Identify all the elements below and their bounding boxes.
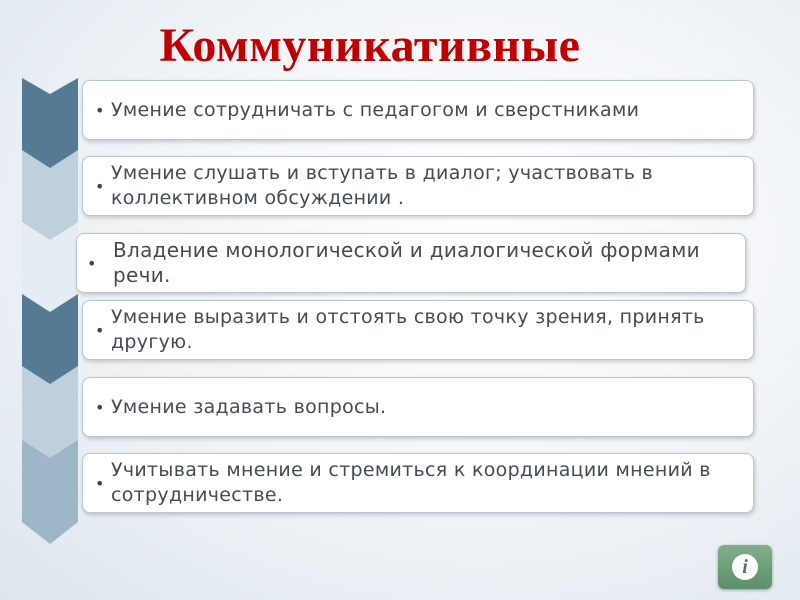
info-button[interactable]	[718, 545, 772, 589]
bullet: •	[95, 397, 105, 417]
info-icon: i	[732, 554, 758, 580]
slide-title: Коммуникативные	[159, 19, 581, 72]
list-item-text: Владение монологической и диалогической формами речи.	[113, 238, 700, 287]
bullet: •	[87, 253, 97, 273]
bullet: •	[95, 473, 105, 493]
list-item-text: Умение слушать и вступать в диалог; участвовать в коллективном обсуждении .	[111, 162, 654, 209]
list-item-text: Умение задавать вопросы.	[111, 395, 387, 418]
bullet: •	[95, 320, 105, 340]
list-item-5	[82, 377, 754, 437]
list-item-text: Умение выразить и отстоять свою точку зрения, принять другую.	[111, 306, 705, 353]
list-item-text: Умение сотрудничать с педагогом и сверстниками	[111, 98, 640, 121]
list-item-3	[76, 233, 746, 293]
bullet: •	[95, 100, 105, 120]
list-item-text: Учитывать мнение и стремиться к координации мнений в сотрудничестве.	[111, 459, 711, 506]
list-item-4	[82, 300, 754, 360]
list-item-2	[82, 156, 754, 216]
bullet: •	[95, 176, 105, 196]
list-item-6	[82, 453, 754, 513]
list-item-1	[82, 80, 754, 140]
